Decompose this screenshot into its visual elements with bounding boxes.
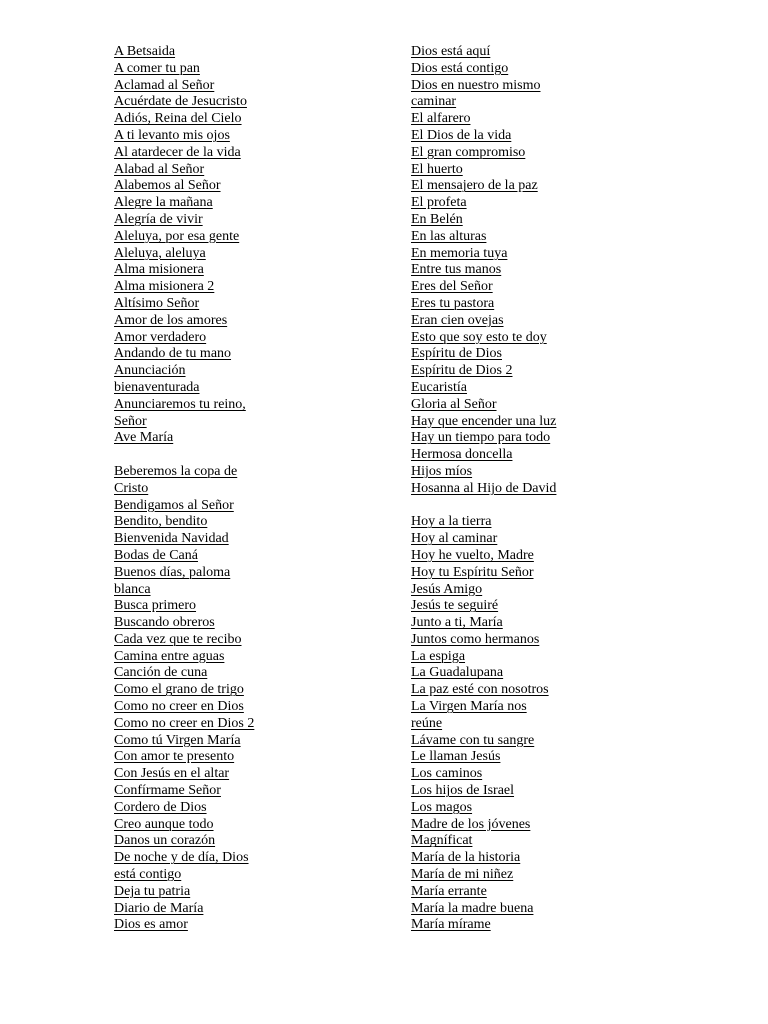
song-link[interactable]: Eran cien ovejas [411, 312, 504, 328]
song-link[interactable]: El gran compromiso [411, 144, 526, 160]
song-link[interactable]: Bienvenida Navidad [114, 531, 229, 547]
song-link[interactable]: Hosanna al Hijo de David [411, 480, 557, 496]
right-song-group-h-to-m [411, 514, 711, 934]
song-link[interactable]: Hoy he vuelto, Madre [411, 547, 534, 563]
song-link[interactable]: Confírmame Señor [114, 783, 221, 799]
song-link[interactable]: Amor de los amores [114, 312, 228, 328]
song-link[interactable]: En las alturas [411, 228, 487, 244]
song-link[interactable]: Eres del Señor [411, 279, 493, 295]
song-link[interactable]: Cada vez que te recibo [114, 631, 242, 647]
song-link[interactable]: Creo aunque todo [114, 816, 214, 832]
group-spacer [114, 447, 364, 464]
song-link[interactable]: Beberemos la copa de [114, 463, 238, 479]
song-link[interactable]: Como tú Virgen María [114, 732, 241, 748]
song-link[interactable]: Hoy tu Espíritu Señor [411, 564, 534, 580]
right-song-column [411, 44, 711, 934]
song-link[interactable]: En Belén [411, 211, 463, 227]
song-link[interactable]: Hoy a la tierra [411, 514, 492, 530]
song-link[interactable]: Aleluya, aleluya [114, 245, 206, 261]
song-link[interactable]: La espiga [411, 648, 466, 664]
left-song-group-b-to-d [114, 464, 364, 934]
song-link[interactable]: Ave María [114, 430, 174, 446]
song-link[interactable]: Jesús Amigo [411, 581, 483, 597]
song-link[interactable]: Hijos míos [411, 463, 473, 479]
song-link[interactable]: La paz esté con nosotros [411, 682, 549, 698]
song-link[interactable]: Eres tu pastora [411, 295, 495, 311]
song-link[interactable]: Dios es amor [114, 917, 188, 933]
song-link[interactable]: Gloria al Señor [411, 396, 497, 412]
song-link[interactable]: Hay que encender una luz [411, 413, 557, 429]
song-link[interactable]: Esto que soy esto te doy [411, 329, 547, 345]
song-link[interactable]: Camina entre aguas [114, 648, 225, 664]
song-link[interactable]: A comer tu pan [114, 60, 200, 76]
song-link[interactable]: Buscando obreros [114, 615, 215, 631]
song-link[interactable]: El Dios de la vida [411, 127, 512, 143]
song-link[interactable]: Espíritu de Dios 2 [411, 363, 513, 379]
song-link[interactable]: Los magos [411, 799, 473, 815]
group-spacer [411, 498, 711, 515]
song-link[interactable]: La Guadalupana [411, 665, 504, 681]
song-link[interactable]: Bendito, bendito [114, 514, 208, 530]
song-link[interactable]: Los hijos de Israel [411, 783, 515, 799]
song-link[interactable]: Canción de cuna [114, 665, 208, 681]
song-link[interactable]: caminar [411, 94, 457, 110]
song-link[interactable]: Hay un tiempo para todo [411, 430, 551, 446]
left-song-group-a-to-ave [114, 44, 364, 447]
song-link[interactable]: En memoria tuya [411, 245, 508, 261]
right-song-group-d-to-h [411, 44, 711, 498]
song-link[interactable]: Jesús te seguiré [411, 598, 499, 614]
song-link[interactable]: Dios está contigo [411, 60, 509, 76]
song-link[interactable]: Eucaristía [411, 379, 467, 395]
song-link[interactable]: Amor verdadero [114, 329, 207, 345]
song-link[interactable]: Bodas de Caná [114, 547, 198, 563]
song-link[interactable]: Alma misionera [114, 262, 204, 278]
song-link[interactable]: Lávame con tu sangre [411, 732, 535, 748]
song-link[interactable]: Señor [114, 413, 147, 429]
song-link[interactable]: Busca primero [114, 598, 197, 614]
song-link[interactable]: Andando de tu mano [114, 346, 232, 362]
song-link[interactable]: Junto a ti, María [411, 615, 503, 631]
song-link[interactable]: Anunciación [114, 363, 186, 379]
song-link[interactable]: María de la historia [411, 850, 521, 866]
song-link[interactable]: Aclamad al Señor [114, 77, 215, 93]
song-link[interactable]: María mírame [411, 917, 491, 933]
song-link[interactable]: María errante [411, 883, 487, 899]
song-link[interactable]: blanca [114, 581, 151, 597]
song-link[interactable]: Entre tus manos [411, 262, 502, 278]
song-link[interactable]: Los caminos [411, 766, 483, 782]
song-link[interactable]: De noche y de día, Dios [114, 850, 249, 866]
song-link[interactable]: Cristo [114, 480, 149, 496]
song-link[interactable]: La Virgen María nos [411, 699, 527, 715]
song-link[interactable]: Juntos como hermanos [411, 631, 540, 647]
song-link[interactable]: Alabemos al Señor [114, 178, 221, 194]
song-link[interactable]: A ti levanto mis ojos [114, 127, 230, 143]
song-link[interactable]: Alma misionera 2 [114, 279, 215, 295]
song-link[interactable]: bienaventurada [114, 379, 200, 395]
song-link[interactable]: El mensajero de la paz [411, 178, 538, 194]
song-link[interactable]: Adiós, Reina del Cielo [114, 111, 242, 127]
song-link[interactable]: El profeta [411, 195, 467, 211]
song-link[interactable]: María la madre buena [411, 900, 534, 916]
song-link[interactable]: Buenos días, paloma [114, 564, 231, 580]
song-link[interactable]: Anunciaremos tu reino, [114, 396, 246, 412]
song-link[interactable]: Dios en nuestro mismo [411, 77, 541, 93]
song-link[interactable]: Alegría de vivir [114, 211, 203, 227]
song-link[interactable]: Madre de los jóvenes [411, 816, 531, 832]
song-link[interactable]: Le llaman Jesús [411, 749, 501, 765]
song-link[interactable]: Espíritu de Dios [411, 346, 502, 362]
song-link[interactable]: Deja tu patria [114, 883, 191, 899]
song-link[interactable]: está contigo [114, 867, 182, 883]
song-link[interactable]: Al atardecer de la vida [114, 144, 241, 160]
song-link[interactable]: Hoy al caminar [411, 531, 498, 547]
song-link[interactable]: A Betsaida [114, 44, 176, 59]
left-song-column [114, 44, 364, 934]
song-link[interactable]: Magníficat [411, 833, 473, 849]
song-link[interactable]: Danos un corazón [114, 833, 216, 849]
song-link[interactable]: Bendigamos al Señor [114, 497, 234, 513]
song-link[interactable]: Dios está aquí [411, 44, 491, 59]
song-link[interactable]: María de mi niñez [411, 867, 514, 883]
song-link[interactable]: Hermosa doncella [411, 447, 513, 463]
song-link[interactable]: Aleluya, por esa gente [114, 228, 240, 244]
song-link[interactable]: El alfarero [411, 111, 471, 127]
song-link[interactable]: Acuérdate de Jesucristo [114, 94, 247, 110]
song-link[interactable]: reúne [411, 715, 443, 731]
song-link[interactable]: Alegre la mañana [114, 195, 213, 211]
song-link[interactable]: Cordero de Dios [114, 799, 207, 815]
song-link[interactable]: Con amor te presento [114, 749, 235, 765]
song-link[interactable]: Diario de María [114, 900, 204, 916]
song-link[interactable]: Como el grano de trigo [114, 682, 244, 698]
song-link[interactable]: Altísimo Señor [114, 295, 200, 311]
song-link[interactable]: Con Jesús en el altar [114, 766, 230, 782]
song-link[interactable]: El huerto [411, 161, 463, 177]
song-link[interactable]: Como no creer en Dios 2 [114, 715, 255, 731]
song-link[interactable]: Alabad al Señor [114, 161, 205, 177]
song-link[interactable]: Como no creer en Dios [114, 699, 244, 715]
